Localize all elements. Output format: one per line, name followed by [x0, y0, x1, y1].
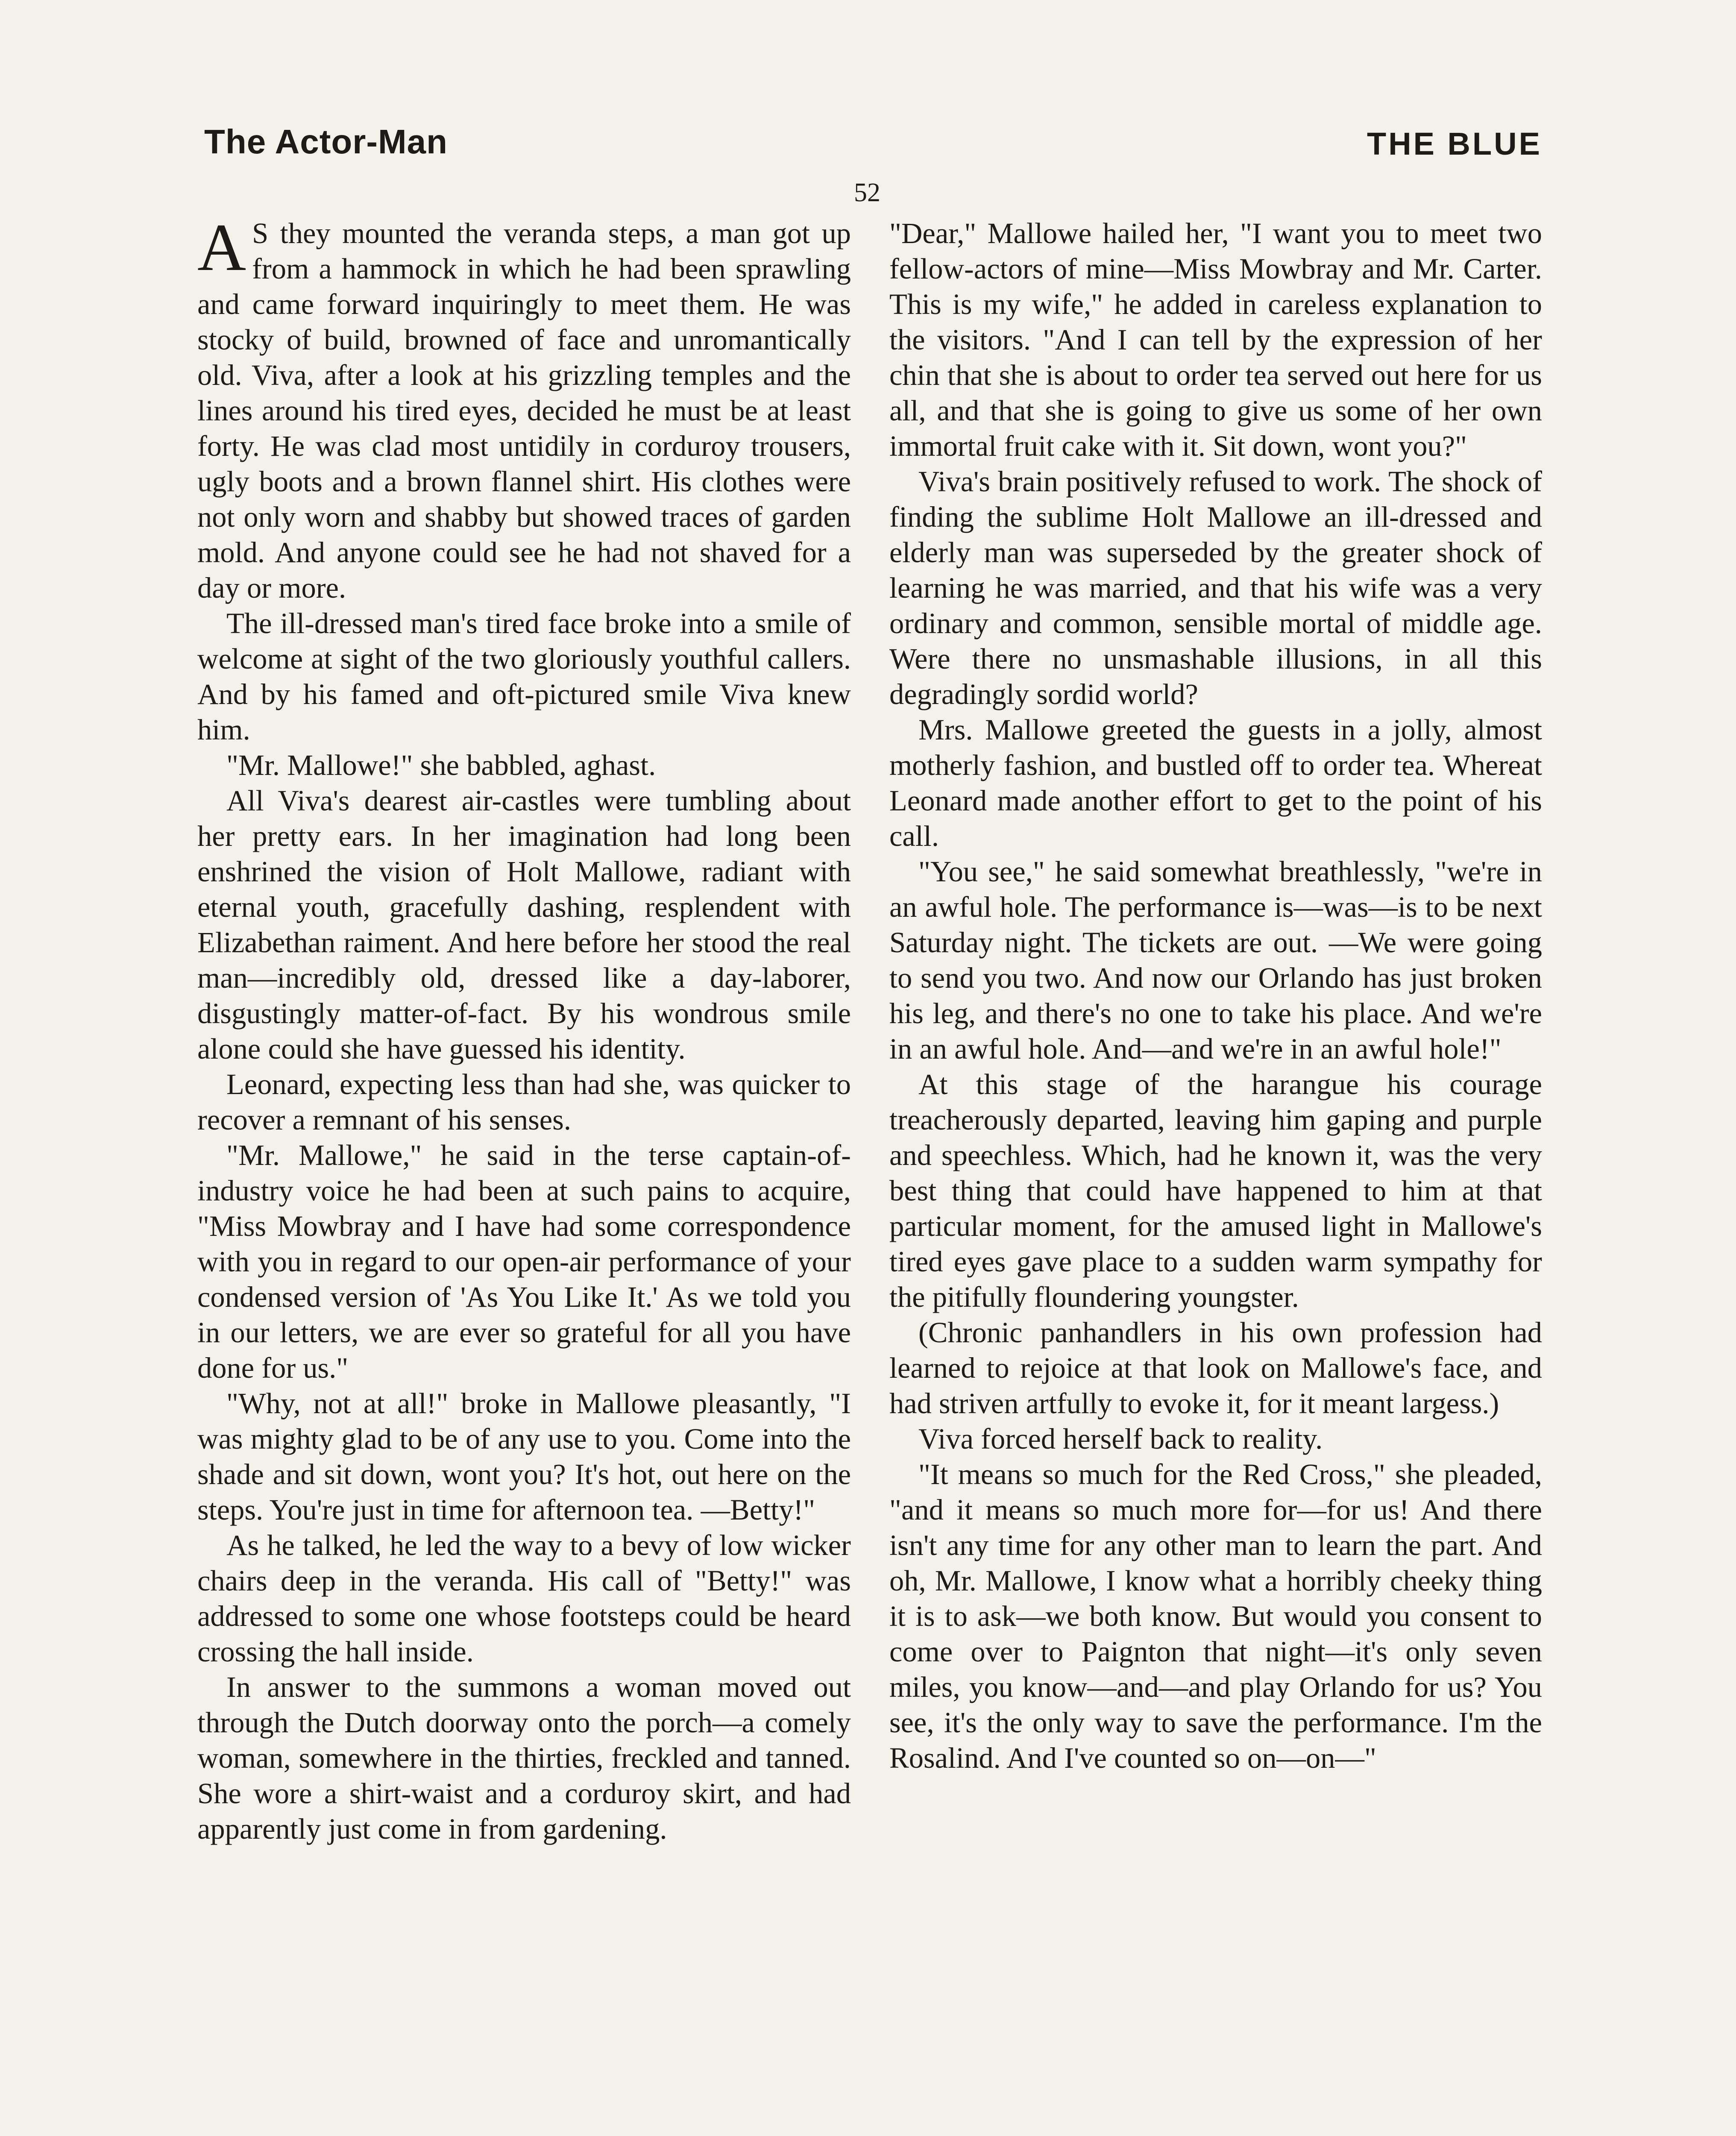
paragraph: (Chronic panhandlers in his own profession had learned to rejoice at that look on Mallowe's face, and had striven artfully to evoke it, for it meant largess.) [889, 1316, 1542, 1420]
paragraph: All Viva's dearest air-castles were tumbling about her pretty ears. In her imagination had long been enshrined the vision of Holt Mallowe, radiant with eternal youth, gracefully dashing, resplendent with Elizabethan raiment. And here before her stood the real man—incredibly old, dressed like a day-laborer, disgustingly matter-of-fact. By his wondrous smile alone could she have guessed his identity. [197, 784, 851, 1065]
paragraph: The ill-dressed man's tired face broke into a smile of welcome at sight of the two gloriously youthful callers. And by his famed and oft-pictured smile Viva knew him. [197, 607, 851, 746]
paragraph: "You see," he said somewhat breathlessly, "we're in an awful hole. The performance is—was—is to be next Saturday night. The tickets are out. —We were going to send you two. And now our Orlando has just broken his leg, and there's no one to take his place. And we're in an awful hole. And—and we're in an awful hole!" [889, 855, 1542, 1065]
right-text-column [889, 216, 1542, 1776]
paragraph: Viva's brain positively refused to work. The shock of finding the sublime Holt Mallowe an ill-dressed and elderly man was superseded by the greater shock of learning he was married, and that his wife was a very ordinary and common, sensible mortal of middle age. Were there no unsmashable illusions, in all this degradingly sordid world? [889, 465, 1542, 710]
paragraph: As he talked, he led the way to a bevy of low wicker chairs deep in the veranda. His call of "Betty!" was addressed to some one whose footsteps could be heard crossing the hall inside. [197, 1529, 851, 1668]
paragraph: Leonard, expecting less than had she, was quicker to recover a remnant of his senses. [197, 1068, 851, 1136]
paragraph: At this stage of the harangue his courage treacherously departed, leaving him gaping and purple and speechless. Which, had he known it, was the very best thing that could have happened to him at that particular moment, for the amused light in Mallowe's tired eyes gave place to a sudden warm sympathy for the pitifully floundering youngster. [889, 1068, 1542, 1313]
paragraph: In answer to the summons a woman moved out through the Dutch doorway onto the porch—a comely woman, somewhere in the thirties, freckled and tanned. She wore a shirt-waist and a corduroy skirt, and had apparently just come in from gardening. [197, 1671, 851, 1845]
left-text-column [197, 210, 851, 1847]
paragraph: Mrs. Mallowe greeted the guests in a jolly, almost motherly fashion, and bustled off to order tea. Whereat Leonard made another effort to get to the point of his call. [889, 713, 1542, 852]
paragraph: "Dear," Mallowe hailed her, "I want you to meet two fellow-actors of mine—Miss Mowbray and Mr. Carter. This is my wife," he added in careless explanation to the visitors. "And I can tell by the expression of her chin that she is about to order tea served out here for us all, and that she is going to give us some of her own immortal fruit cake with it. Sit down, wont you?" [889, 217, 1542, 462]
paragraph: "Mr. Mallowe!" she babbled, aghast. [226, 749, 656, 781]
page-number: 52 [854, 178, 880, 207]
paragraph: "Why, not at all!" broke in Mallowe pleasantly, "I was mighty glad to be of any use to you. Come into the shade and sit down, wont you? It's hot, out here on the steps. You're just in time for afternoon tea. —Betty!" [197, 1387, 851, 1526]
paragraph: "Mr. Mallowe," he said in the terse captain-of-industry voice he had been at such pains to acquire, "Miss Mowbray and I have had some correspondence with you in regard to our open-air performance of your condensed version of 'As You Like It.' As we told you in our letters, we are ever so grateful for all you have done for us." [197, 1139, 851, 1384]
paragraph: "It means so much for the Red Cross," she pleaded, "and it means so much more for—for us! And there isn't any time for any other man to learn the part. And oh, Mr. Mallowe, I know what a horribly cheeky thing it is to ask—we both know. But would you consent to come over to Paignton that night—it's only seven miles, you know—and—and play Orlando for us? You see, it's the only way to save the performance. I'm the Rosalind. And I've counted so on—on—" [889, 1458, 1542, 1774]
paragraph: A S they mounted the veranda steps, a man got up from a hammock in which he had been sprawling and came forward inquiringly to meet them. He was stocky of build, browned of face and unromantically old. Viva, after a look at his grizzling temples and the lines around his tired eyes, decided he must be at least forty. He was clad most untidily in corduroy trousers, ugly boots and a brown flannel shirt. His clothes were not only worn and shabby but showed traces of garden mold. And anyone could see he had not shaved for a day or more. [197, 210, 851, 604]
paragraph: Viva forced herself back to reality. [918, 1423, 1323, 1455]
running-head-story-title: The Actor-Man [204, 123, 448, 161]
drop-cap: A [197, 210, 246, 285]
running-head-magazine-title: THE BLUE [1367, 126, 1542, 161]
